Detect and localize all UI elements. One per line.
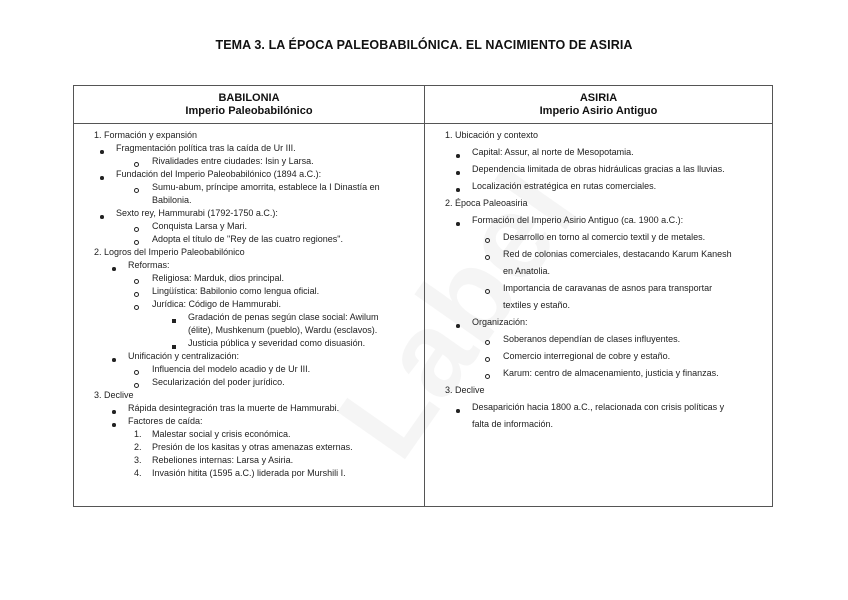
bullet-square-icon [172,341,176,351]
bullet-dot [100,176,104,180]
list-item: Red de colonias comerciales, destacando Karum Kanesh [503,249,732,259]
bullet-circle-icon [485,252,490,262]
list-item: 2. Logros del Imperio Paleobabilónico [94,247,245,257]
bullet-circle-icon [134,237,139,247]
bullet-dot [134,188,139,193]
bullet-dot [134,305,139,310]
list-item: Organización: [472,317,528,327]
bullet-disc-icon [112,406,116,416]
bullet-disc-icon [456,184,460,194]
list-item: Unificación y centralización: [128,351,240,361]
bullet-dot [456,154,460,158]
list-item: textiles y estaño. [503,300,571,310]
list-item: Sexto rey, Hammurabi (1792-1750 a.C.): [116,208,278,218]
list-item: 2. Época Paleoasiria [445,198,528,208]
bullet-circle-icon [134,276,139,286]
bullet-circle-icon [485,354,490,364]
bullet-dot [134,292,139,297]
bullet-circle-icon [485,286,490,296]
list-item: Rivalidades entre ciudades: Isin y Larsa. [152,156,314,166]
list-number: 1. [134,429,142,439]
list-item: Conquista Larsa y Mari. [152,221,248,231]
list-number: 3. [134,455,142,465]
bullet-disc-icon [112,419,116,429]
column-heading: ASIRIA [579,92,618,104]
bullet-dot [485,255,490,260]
list-item: Sumu-abum, príncipe amorrita, establece la I Dinastía en [152,182,380,192]
bullet-dot [172,319,176,323]
column-babilonia [74,86,425,506]
list-item: 1. Ubicación y contexto [445,130,539,140]
page-title: TEMA 3. LA ÉPOCA PALEOBABILÓNICA. EL NACIMIENTO DE ASIRIA [215,38,633,52]
bullet-disc-icon [100,146,104,156]
list-item: Dependencia limitada de obras hidráulicas gracias a las lluvias. [472,164,725,174]
bullet-dot [456,324,460,328]
bullet-circle-icon [134,289,139,299]
bullet-dot [485,357,490,362]
bullet-dot [134,279,139,284]
list-item: Malestar social y crisis económica. [152,429,291,439]
column-asiria [425,86,772,506]
column-heading: BABILONIA [218,92,280,104]
bullet-disc-icon [456,218,460,228]
list-number: 4. [134,468,142,478]
column-subheading: Imperio Paleobabilónico [185,105,313,117]
column-header-babilonia [74,86,424,124]
bullet-dot [134,240,139,245]
list-item: Factores de caída: [128,416,203,426]
bullet-dot [112,267,116,271]
list-item: 1. Formación y expansión [94,130,198,140]
bullet-square-icon [172,315,176,325]
bullet-dot [134,227,139,232]
list-item: Rebeliones internas: Larsa y Asiria. [152,455,294,465]
list-item: Desarrollo en torno al comercio textil y de metales. [503,232,706,242]
bullet-circle-icon [485,235,490,245]
column-header-asiria [425,86,772,124]
list-item: (élite), Mushkenum (pueblo), Wardu (esclavos). [188,325,378,335]
list-item: Formación del Imperio Asirio Antiguo (ca. 1900 a.C.): [472,215,684,225]
bullet-disc-icon [100,211,104,221]
bullet-circle-icon [485,371,490,381]
bullet-dot [134,383,139,388]
list-item: Gradación de penas según clase social: Awilum [188,312,379,322]
list-item: Lingüística: Babilonio como lengua oficial. [152,286,320,296]
bullet-dot [456,188,460,192]
list-item: Secularización del poder jurídico. [152,377,285,387]
bullet-dot [134,370,139,375]
list-item: Adopta el título de "Rey de las cuatro regiones". [152,234,344,244]
list-item: Capital: Assur, al norte de Mesopotamia. [472,147,634,157]
list-item: Desaparición hacia 1800 a.C., relacionada con crisis políticas y [472,402,725,412]
bullet-dot [134,162,139,167]
bullet-disc-icon [112,354,116,364]
bullet-disc-icon [112,263,116,273]
list-item: Soberanos dependían de clases influyentes. [503,334,681,344]
list-item: Fundación del Imperio Paleobabilónico (1894 a.C.): [116,169,322,179]
bullet-disc-icon [456,320,460,330]
list-number: 2. [134,442,142,452]
bullet-circle-icon [134,380,139,390]
bullet-dot [456,409,460,413]
bullet-circle-icon [134,367,139,377]
list-item: Localización estratégica en rutas comerciales. [472,181,657,191]
bullet-circle-icon [134,159,139,169]
bullet-circle-icon [134,224,139,234]
list-item: 3. Declive [445,385,485,395]
list-item: Comercio interregional de cobre y estaño. [503,351,671,361]
list-item: Importancia de caravanas de asnos para transportar [503,283,713,293]
bullet-dot [112,358,116,362]
bullet-dot [485,289,490,294]
bullet-circle-icon [134,185,139,195]
bullet-dot [485,238,490,243]
list-item: Reformas: [128,260,170,270]
bullet-dot [456,171,460,175]
bullet-dot [485,340,490,345]
content-table [73,85,773,507]
bullet-dot [100,150,104,154]
bullet-circle-icon [485,337,490,347]
list-item: Influencia del modelo acadio y de Ur III. [152,364,311,374]
list-item: Jurídica: Código de Hammurabi. [152,299,282,309]
bullet-disc-icon [456,405,460,415]
list-item: 3. Declive [94,390,134,400]
bullet-circle-icon [134,302,139,312]
column-subheading: Imperio Asirio Antiguo [539,105,658,117]
bullet-dot [100,215,104,219]
list-item: Presión de los kasitas y otras amenazas externas. [152,442,353,452]
list-item: Religiosa: Marduk, dios principal. [152,273,285,283]
list-item: Fragmentación política tras la caída de Ur III. [116,143,296,153]
list-item: Justicia pública y severidad como disuasión. [188,338,366,348]
bullet-dot [172,345,176,349]
bullet-disc-icon [100,172,104,182]
bullet-dot [112,423,116,427]
list-item: Babilonia. [152,195,192,205]
bullet-disc-icon [456,167,460,177]
bullet-dot [112,410,116,414]
list-item: Invasión hitita (1595 a.C.) liderada por Murshili I. [152,468,346,478]
bullet-disc-icon [456,150,460,160]
list-item: falta de información. [472,419,554,429]
bullet-dot [485,374,490,379]
list-item: Rápida desintegración tras la muerte de Hammurabi. [128,403,340,413]
bullet-dot [456,222,460,226]
list-item: Karum: centro de almacenamiento, justicia y finanzas. [503,368,719,378]
list-item: en Anatolia. [503,266,551,276]
